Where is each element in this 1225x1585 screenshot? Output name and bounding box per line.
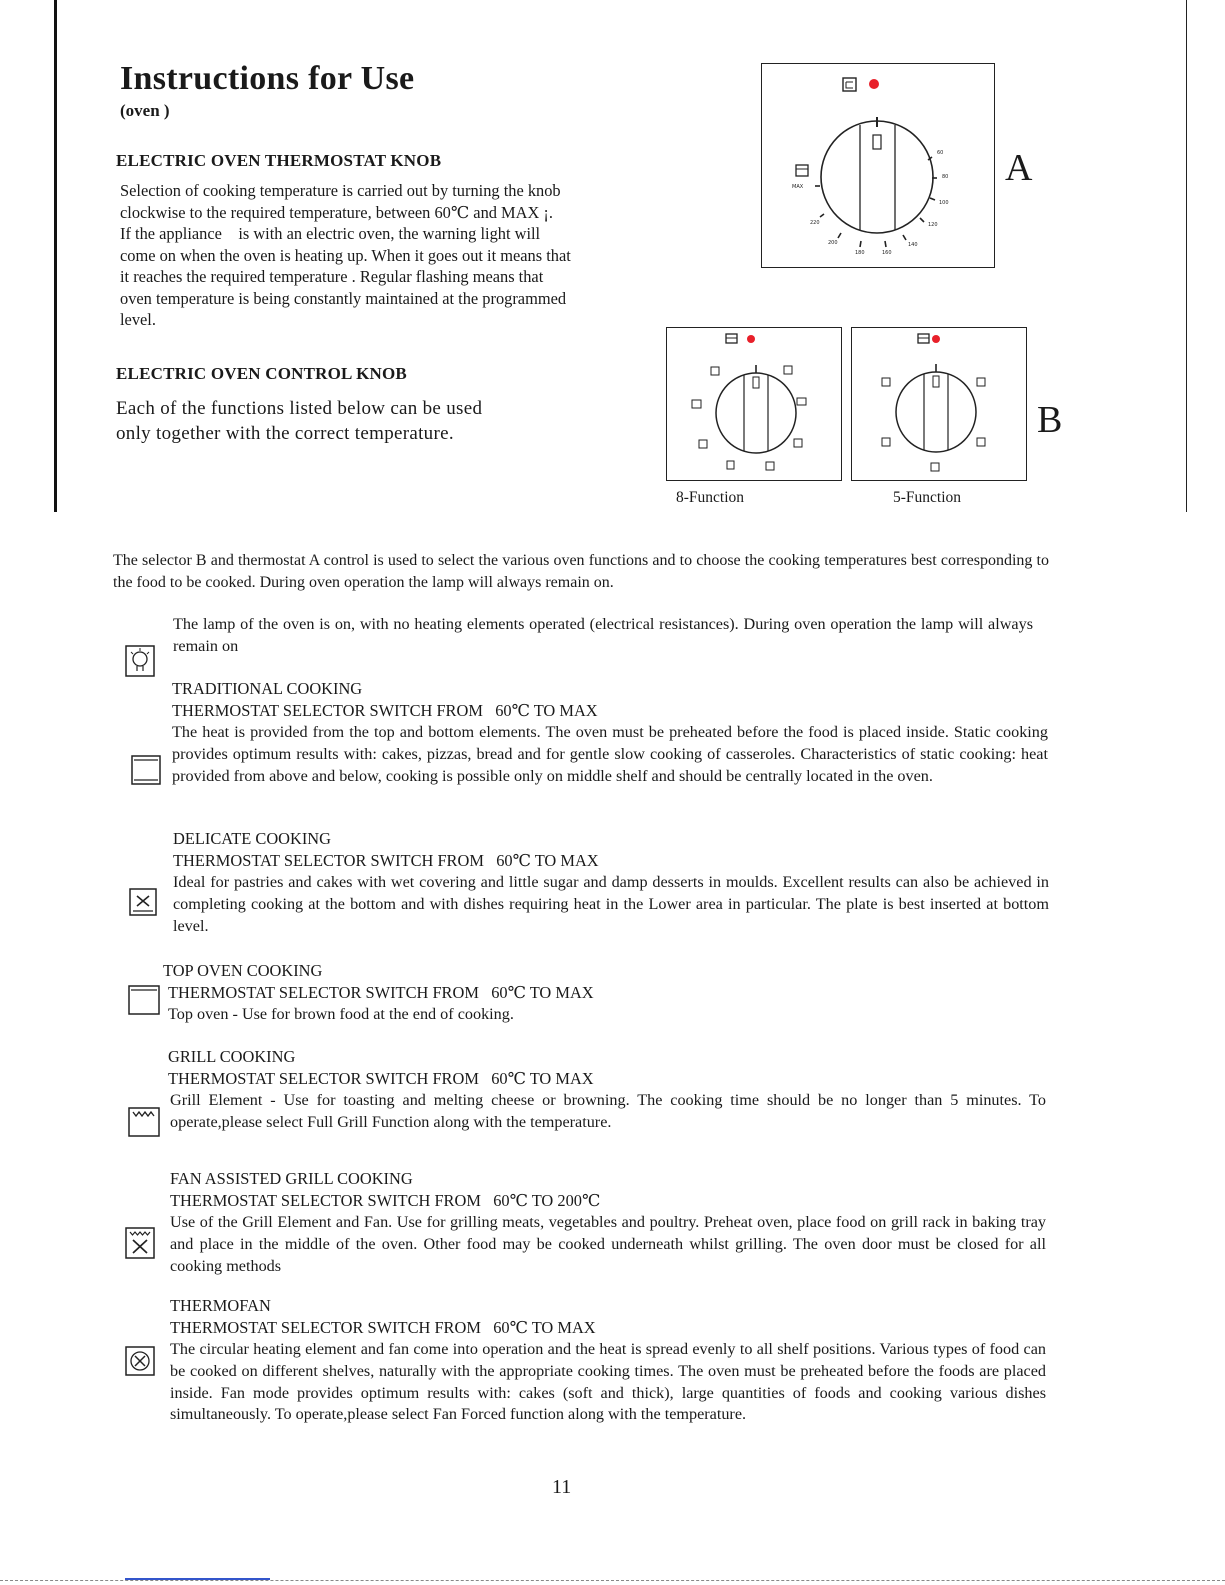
control-heading: ELECTRIC OVEN CONTROL KNOB: [116, 364, 407, 383]
lamp-icon: [125, 645, 155, 677]
thermostat-knob-svg: [762, 64, 994, 267]
intro-paragraph: The selector B and thermostat A control is used to select the various oven functions and to choose the cooking temperatures best corresponding to the food to be cooked. During oven operation the lamp will always remain on.: [113, 552, 1049, 591]
thermostat-line: come on when the oven is heating up. When it goes out it means that: [120, 245, 571, 265]
knob-a-label: 200: [828, 240, 838, 246]
thermostat-line: level.: [120, 310, 156, 329]
thermostat-line: Selection of cooking temperature is carried out by turning the knob: [120, 181, 561, 200]
thermostat-knob-diagram-a: [761, 63, 995, 268]
grill-body: Grill Element - Use for toasting and melting cheese or browning. The cooking time should be no longer than 5 minutes. To operate,please select Full Grill Function along with the temperature.: [170, 1091, 1046, 1131]
control-line: only together with the correct temperature.: [116, 423, 454, 444]
lamp-section-body: The lamp of the oven is on, with no heating elements operated (electrical resistances). During oven operation the lamp will always remain on: [173, 615, 1033, 655]
thermostat-line: oven temperature is being constantly maintained at the programmed: [120, 288, 567, 308]
diagram-label-b: B: [1037, 399, 1063, 441]
knob-a-label: 60: [937, 150, 944, 156]
right-margin-rule: [1186, 0, 1187, 512]
knob-a-label: 120: [928, 222, 938, 228]
caption-5-function: 5-Function: [893, 489, 962, 506]
delicate-subtitle: THERMOSTAT SELECTOR SWITCH FROM 60℃ TO MAX: [173, 851, 599, 870]
fan-grill-body: Use of the Grill Element and Fan. Use for grilling meats, vegetables and poultry. Preheat oven, place food on grill rack in baking tray and place in the middle of the oven. Other food may be cooked underneath whilst grilling. The oven door must be closed for all cooking methods: [170, 1213, 1046, 1275]
fan-grill-title: FAN ASSISTED GRILL COOKING: [170, 1169, 413, 1188]
grill-title: GRILL COOKING: [168, 1047, 296, 1066]
knob-a-label: 180: [855, 250, 865, 256]
page-subtitle: (oven ): [120, 101, 170, 120]
thermostat-line: clockwise to the required temperature, between 60℃ and MAX ¡.: [120, 202, 553, 222]
traditional-body: The heat is provided from the top and bottom elements. The oven must be preheated before the food is placed inside. Static cooking provides optimum results with: cakes, pizzas, bread and for gentle slow cooking of casseroles. Characteristics of static cooking: heat provided from above and below, cooking is possible only on middle shelf and should be centrally located in the oven.: [172, 723, 1048, 785]
thermostat-heading: ELECTRIC OVEN THERMOSTAT KNOB: [116, 151, 442, 170]
fan-grill-subtitle: THERMOSTAT SELECTOR SWITCH FROM 60℃ TO 200℃: [170, 1191, 601, 1210]
footer-divider: [0, 1580, 1225, 1581]
delicate-body: Ideal for pastries and cakes with wet covering and little sugar and damp desserts in moulds. Excellent results can also be achieved in completing cooking at the bottom and with dishes requiring heat in the Lower area in particular. The plate is best inserted at bottom level.: [173, 873, 1049, 935]
knob-a-label: 160: [882, 250, 892, 256]
thermofan-title: THERMOFAN: [170, 1296, 271, 1315]
selector-knob-8-function: [666, 327, 842, 481]
page-number: 11: [552, 1476, 572, 1498]
knob-a-label: 140: [908, 242, 918, 248]
thermofan-subtitle: THERMOSTAT SELECTOR SWITCH FROM 60℃ TO MAX: [170, 1318, 596, 1337]
selector-8-svg: [667, 328, 841, 480]
knob-a-label: 80: [942, 174, 949, 180]
top-oven-title: TOP OVEN COOKING: [163, 961, 323, 980]
control-line: Each of the functions listed below can be used: [116, 398, 483, 419]
top-oven-icon: [128, 985, 160, 1015]
left-margin-rule: [54, 0, 57, 512]
thermofan-body: The circular heating element and fan come into operation and the heat is spread evenly to all shelf positions. Various types of food can be cooked on different shelves, naturally with the appropriate cooking times. The oven must be preheated before the foods are placed inside. Fan mode provides optimum results with: cakes (soft and thick), large quantities of foods and cooking various dishes simultaneously. To operate,please select Fan Forced function along with the temperature.: [170, 1340, 1046, 1424]
delicate-title: DELICATE COOKING: [173, 829, 331, 848]
knob-a-label: MAX: [792, 184, 804, 190]
thermostat-line: it reaches the required temperature . Regular flashing means that: [120, 267, 544, 286]
top-oven-subtitle: THERMOSTAT SELECTOR SWITCH FROM 60℃ TO MAX: [168, 983, 594, 1002]
traditional-subtitle: THERMOSTAT SELECTOR SWITCH FROM 60℃ TO MAX: [172, 701, 598, 720]
thermostat-line: If the appliance is with an electric oven, the warning light will: [120, 224, 541, 243]
thermostat-text: [120, 180, 720, 331]
selector-5-svg: [852, 328, 1026, 480]
traditional-cooking-icon: [131, 755, 161, 785]
delicate-cooking-icon: [129, 888, 157, 916]
footer-link-underline[interactable]: [125, 1578, 270, 1580]
grill-icon: [128, 1107, 160, 1137]
grill-subtitle: THERMOSTAT SELECTOR SWITCH FROM 60℃ TO MAX: [168, 1069, 594, 1088]
thermofan-icon: [125, 1346, 155, 1376]
knob-a-label: 100: [939, 200, 949, 206]
selector-knob-5-function: [851, 327, 1027, 481]
knob-a-label: 220: [810, 220, 820, 226]
page-title: Instructions for Use: [120, 60, 415, 97]
traditional-title: TRADITIONAL COOKING: [172, 679, 363, 698]
diagram-label-a: A: [1005, 147, 1033, 189]
fan-grill-icon: [125, 1227, 155, 1259]
control-text: [116, 396, 482, 446]
caption-8-function: 8-Function: [676, 489, 745, 506]
top-oven-body: Top oven - Use for brown food at the end of cooking.: [168, 1005, 514, 1023]
